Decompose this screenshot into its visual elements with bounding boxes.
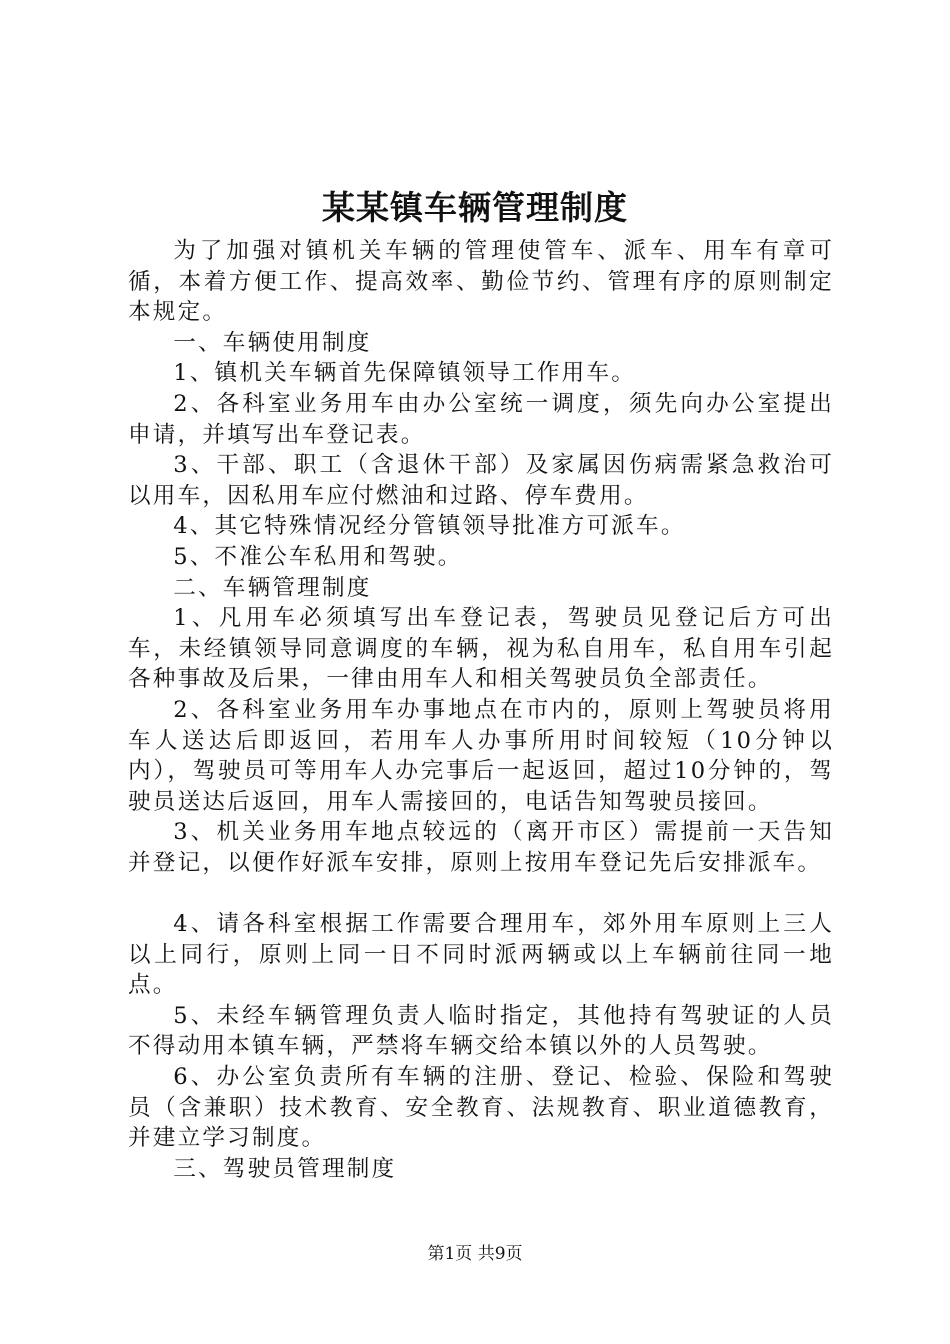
section-heading-driver-management: 三、驾驶员管理制度	[173, 1155, 397, 1182]
section-heading-vehicle-management: 二、车辆管理制度	[173, 574, 372, 601]
paragraph-management-6: 6、办公室负责所有车辆的注册、登记、检验、保险和驾驶员（含兼职）技术教育、安全教育、法规教育、职业道德教育，并建立学习制度。	[128, 1064, 834, 1152]
section-heading-vehicle-use: 一、车辆使用制度	[173, 329, 372, 356]
paragraph-management-4: 4、请各科室根据工作需要合理用车，郊外用车原则上三人以上同行，原则上同一日不同时派两辆或以上车辆前往同一地点。	[128, 911, 834, 999]
paragraph-management-3: 3、机关业务用车地点较远的（离开市区）需提前一天告知并登记，以便作好派车安排，原则上按用车登记先后安排派车。	[128, 819, 834, 876]
paragraph-use-1: 1、镇机关车辆首先保障镇领导工作用车。	[173, 360, 637, 387]
paragraph-use-3: 3、干部、职工（含退休干部）及家属因伤病需紧急救治可以用车，因私用车应付燃油和过路、停车费用。	[128, 452, 834, 509]
document-title: 某某镇车辆管理制度	[322, 188, 628, 227]
paragraph-management-2: 2、各科室业务用车办事地点在市内的，原则上驾驶员将用车人送达后即返回，若用车人办事所用时间较短（10分钟以内），驾驶员可等用车人办完事后一起返回，超过10分钟的，驾驶员送达后返回，用车人需接回的，电话告知驾驶员接回。	[128, 696, 834, 815]
paragraph-management-5: 5、未经车辆管理负责人临时指定，其他持有驾驶证的人员不得动用本镇车辆，严禁将车辆交给本镇以外的人员驾驶。	[128, 1002, 834, 1060]
paragraph-use-4: 4、其它特殊情况经分管镇领导批准方可派车。	[173, 513, 686, 540]
paragraph-intro: 为了加强对镇机关车辆的管理使管车、派车、用车有章可循，本着方便工作、提高效率、勤俭节约、管理有序的原则制定本规定。	[128, 238, 834, 326]
page-number-footer: 第1页 共9页	[427, 1244, 523, 1264]
paragraph-use-2: 2、各科室业务用车由办公室统一调度，须先向办公室提出申请，并填写出车登记表。	[128, 390, 834, 448]
paragraph-management-1: 1、凡用车必须填写出车登记表，驾驶员见登记后方可出车，未经镇领导同意调度的车辆，视为私自用车，私自用车引起各种事故及后果，一律由用车人和相关驾驶员负全部责任。	[128, 605, 834, 693]
paragraph-use-5: 5、不准公车私用和驾驶。	[173, 543, 463, 570]
document-body	[128, 236, 834, 1184]
